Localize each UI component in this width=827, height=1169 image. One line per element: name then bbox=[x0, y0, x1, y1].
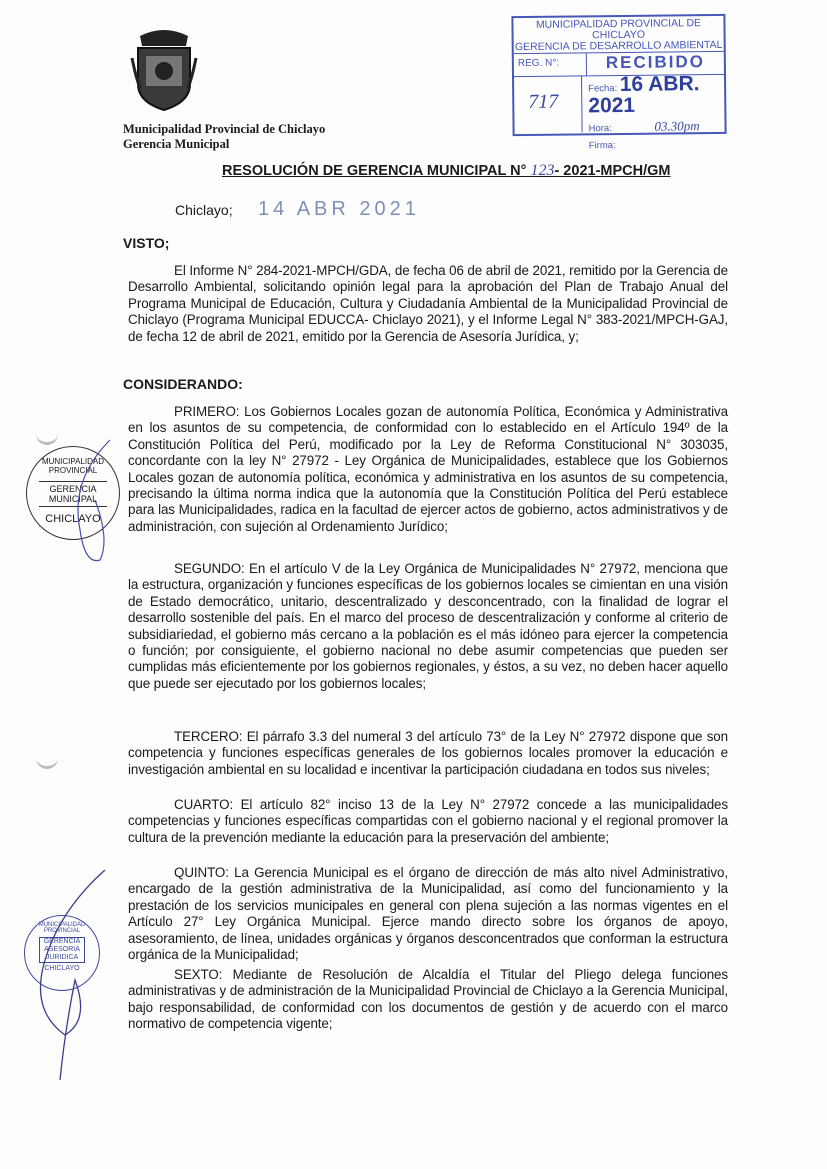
title-prefix: RESOLUCIÓN DE GERENCIA MUNICIPAL N° bbox=[222, 163, 527, 179]
organization-name bbox=[123, 122, 325, 152]
stamp-hora-value: 03.30pm bbox=[654, 118, 700, 134]
date-stamp: 14 ABR 2021 bbox=[258, 198, 420, 220]
stamp-firma-label: Firma: bbox=[588, 140, 616, 152]
visto-paragraph bbox=[128, 263, 728, 345]
paragraph-tercero bbox=[128, 729, 728, 778]
visto-text: El Informe N° 284-2021-MPCH/GDA, de fecha 06 de abril de 2021, remitido por la Gerencia de Desarrollo Ambiental, solicitando opinión legal para la aprobación del Plan de Trabajo Anual del Programa Municipal de Educación, Cultura y Ciudadanía Ambiental de la Municipalidad Provincial de Chiclayo (Programa Municipal EDUCCA- Chiclayo 2021), y el Informe Legal N° 383-2021/MPCH-GAJ, de fecha 12 de abril de 2021, emitido por la Gerencia de Asesoría Jurídica, y; bbox=[128, 263, 728, 344]
seal-center-3: JURIDICA bbox=[45, 954, 79, 961]
received-stamp bbox=[511, 14, 726, 152]
stamp-fecha-value: 16 ABR. 2021 bbox=[588, 72, 700, 118]
paragraph-text: CUARTO: El artículo 82° inciso 13 de la Ley N° 27972 concede a las municipalidades competencias y funciones específicas compartidas con el gobierno nacional y el regional promover la cultura de la prevención mediante la educación para la preservación del ambiente; bbox=[128, 797, 728, 845]
seal-center-1: GERENCIA bbox=[49, 484, 97, 494]
visto-heading: VISTO; bbox=[123, 235, 170, 251]
title-number: 123 bbox=[530, 162, 555, 179]
seal-ring-bottom: CHICLAYO bbox=[45, 513, 101, 525]
signature-scribble bbox=[20, 860, 120, 1090]
paragraph-text: QUINTO: La Gerencia Municipal es el órgano de dirección de más alto nivel Administrativo, encargado de la gestión administrativa de la Municipalidad, así como del funcionamiento y la prestación de los servicios municipales en general con plena sujeción a las normas vigentes en el Artículo 27° Ley Orgánica Municipal. Ejerce mando directo sobre los órganos de apoyo, asesoramiento, de línea, unidades orgánicas y órganos desconcentrados que conforman la estructura orgánica de la Municipalidad; bbox=[128, 865, 728, 963]
stamp-fecha-label: Fecha: bbox=[588, 83, 618, 95]
seal-ring-top: MUNICIPALIDAD PROVINCIAL bbox=[38, 922, 86, 934]
paragraph-quinto bbox=[128, 865, 728, 963]
paragraph-text: TERCERO: El párrafo 3.3 del numeral 3 del artículo 73° de la Ley N° 27972 dispone que son competencia y funciones específicas generales de los gobiernos locales promover la educación e investigación ambiental en su localidad e incentivar la participación ciudadana en todos sus niveles; bbox=[128, 729, 728, 777]
seal-center-2: ASESORIA bbox=[44, 946, 80, 953]
considerando-heading: CONSIDERANDO: bbox=[123, 376, 243, 392]
seal-center-2: MUNICIPAL bbox=[48, 494, 98, 504]
paragraph-segundo bbox=[128, 561, 728, 692]
signature-scribble bbox=[40, 420, 120, 570]
resolution-title bbox=[222, 162, 670, 180]
paragraph-sexto bbox=[128, 967, 728, 1033]
stamp-recibido: RECIBIDO bbox=[605, 52, 706, 73]
paragraph-cuarto bbox=[128, 797, 728, 846]
stamp-hora-label: Hora: bbox=[588, 123, 612, 135]
stamp-org bbox=[513, 18, 723, 53]
place: Chiclayo; bbox=[175, 202, 233, 218]
paragraph-text: PRIMERO: Los Gobiernos Locales gozan de autonomía Política, Económica y Administrativa en los asuntos de su competencia, de conformidad con lo establecido en el Artículo 194º de la Constitución Política del Perú, modificado por la Ley de Reforma Constitucional N° 303035, concordante con la ley N° 27972 - Ley Orgánica de Municipalidades, establece que los Gobiernos Locales gozan de autonomía política, económica y administrativa en los asuntos de su competencia, precisando la última norma indica que la autonomía que la Constitución Política del Perú establece para las Municipalidades, radica en la facultad de ejercer actos de gobierno, actos administrativos y de administración, con sujeción al Ordenamiento Jurídico; bbox=[128, 404, 728, 534]
seal-center-1: GERENCIA bbox=[43, 938, 81, 945]
stamp-hora-row bbox=[588, 117, 724, 137]
punch-hole-mark bbox=[36, 752, 58, 769]
org-line-1: Municipalidad Provincial de Chiclayo bbox=[123, 122, 326, 136]
stamp-line-1: MUNICIPALIDAD PROVINCIAL DE CHICLAYO bbox=[535, 17, 702, 42]
stamp-reg-number: 717 bbox=[514, 76, 583, 133]
stamp-reg-label: REG. N°: bbox=[514, 53, 587, 76]
stamp-line-2: GERENCIA DE DESARROLLO AMBIENTAL bbox=[514, 38, 723, 54]
stamp-fecha-row bbox=[588, 72, 724, 118]
paragraph-text: SEXTO: Mediante de Resolución de Alcaldía el Titular del Pliego delega funciones administrativas y de administración de la Municipalidad Provincial de Chiclayo a la Gerencia Municipal, bajo responsabilidad, de conformidad con los documentos de gestión y de acuerdo con el marco normativo de competencia vigente; bbox=[128, 967, 728, 1032]
municipal-crest-logo bbox=[130, 28, 198, 112]
title-suffix: - 2021-MPCH/GM bbox=[554, 163, 671, 179]
seal-ring-top: MUNICIPALIDAD PROVINCIAL bbox=[41, 457, 105, 475]
org-line-2: Gerencia Municipal bbox=[123, 137, 230, 151]
paragraph-primero bbox=[128, 404, 728, 535]
seal-ring-bottom: CHICLAYO bbox=[44, 965, 80, 972]
paragraph-text: SEGUNDO: En el artículo V de la Ley Orgánica de Municipalidades N° 27972, menciona que la estructura, organización y funciones específicas de los gobiernos locales se cimientan en una visión de Estado democrático, unitario, descentralizado y desconcentrado, con la finalidad de lograr el desarrollo sostenible del país. En el marco del proceso de descentralización y conforme al criterio de subsidiariedad, el gobierno más cercano a la población es el más idóneo para ejercer la competencia o función; por consiguiente, el gobierno nacional no debe asumir competencias que pueden ser cumplidas más eficientemente por los gobiernos regionales, y éstos, a su vez, no deben hacer aquello que puede ser ejecutado por los gobiernos locales; bbox=[128, 561, 728, 691]
